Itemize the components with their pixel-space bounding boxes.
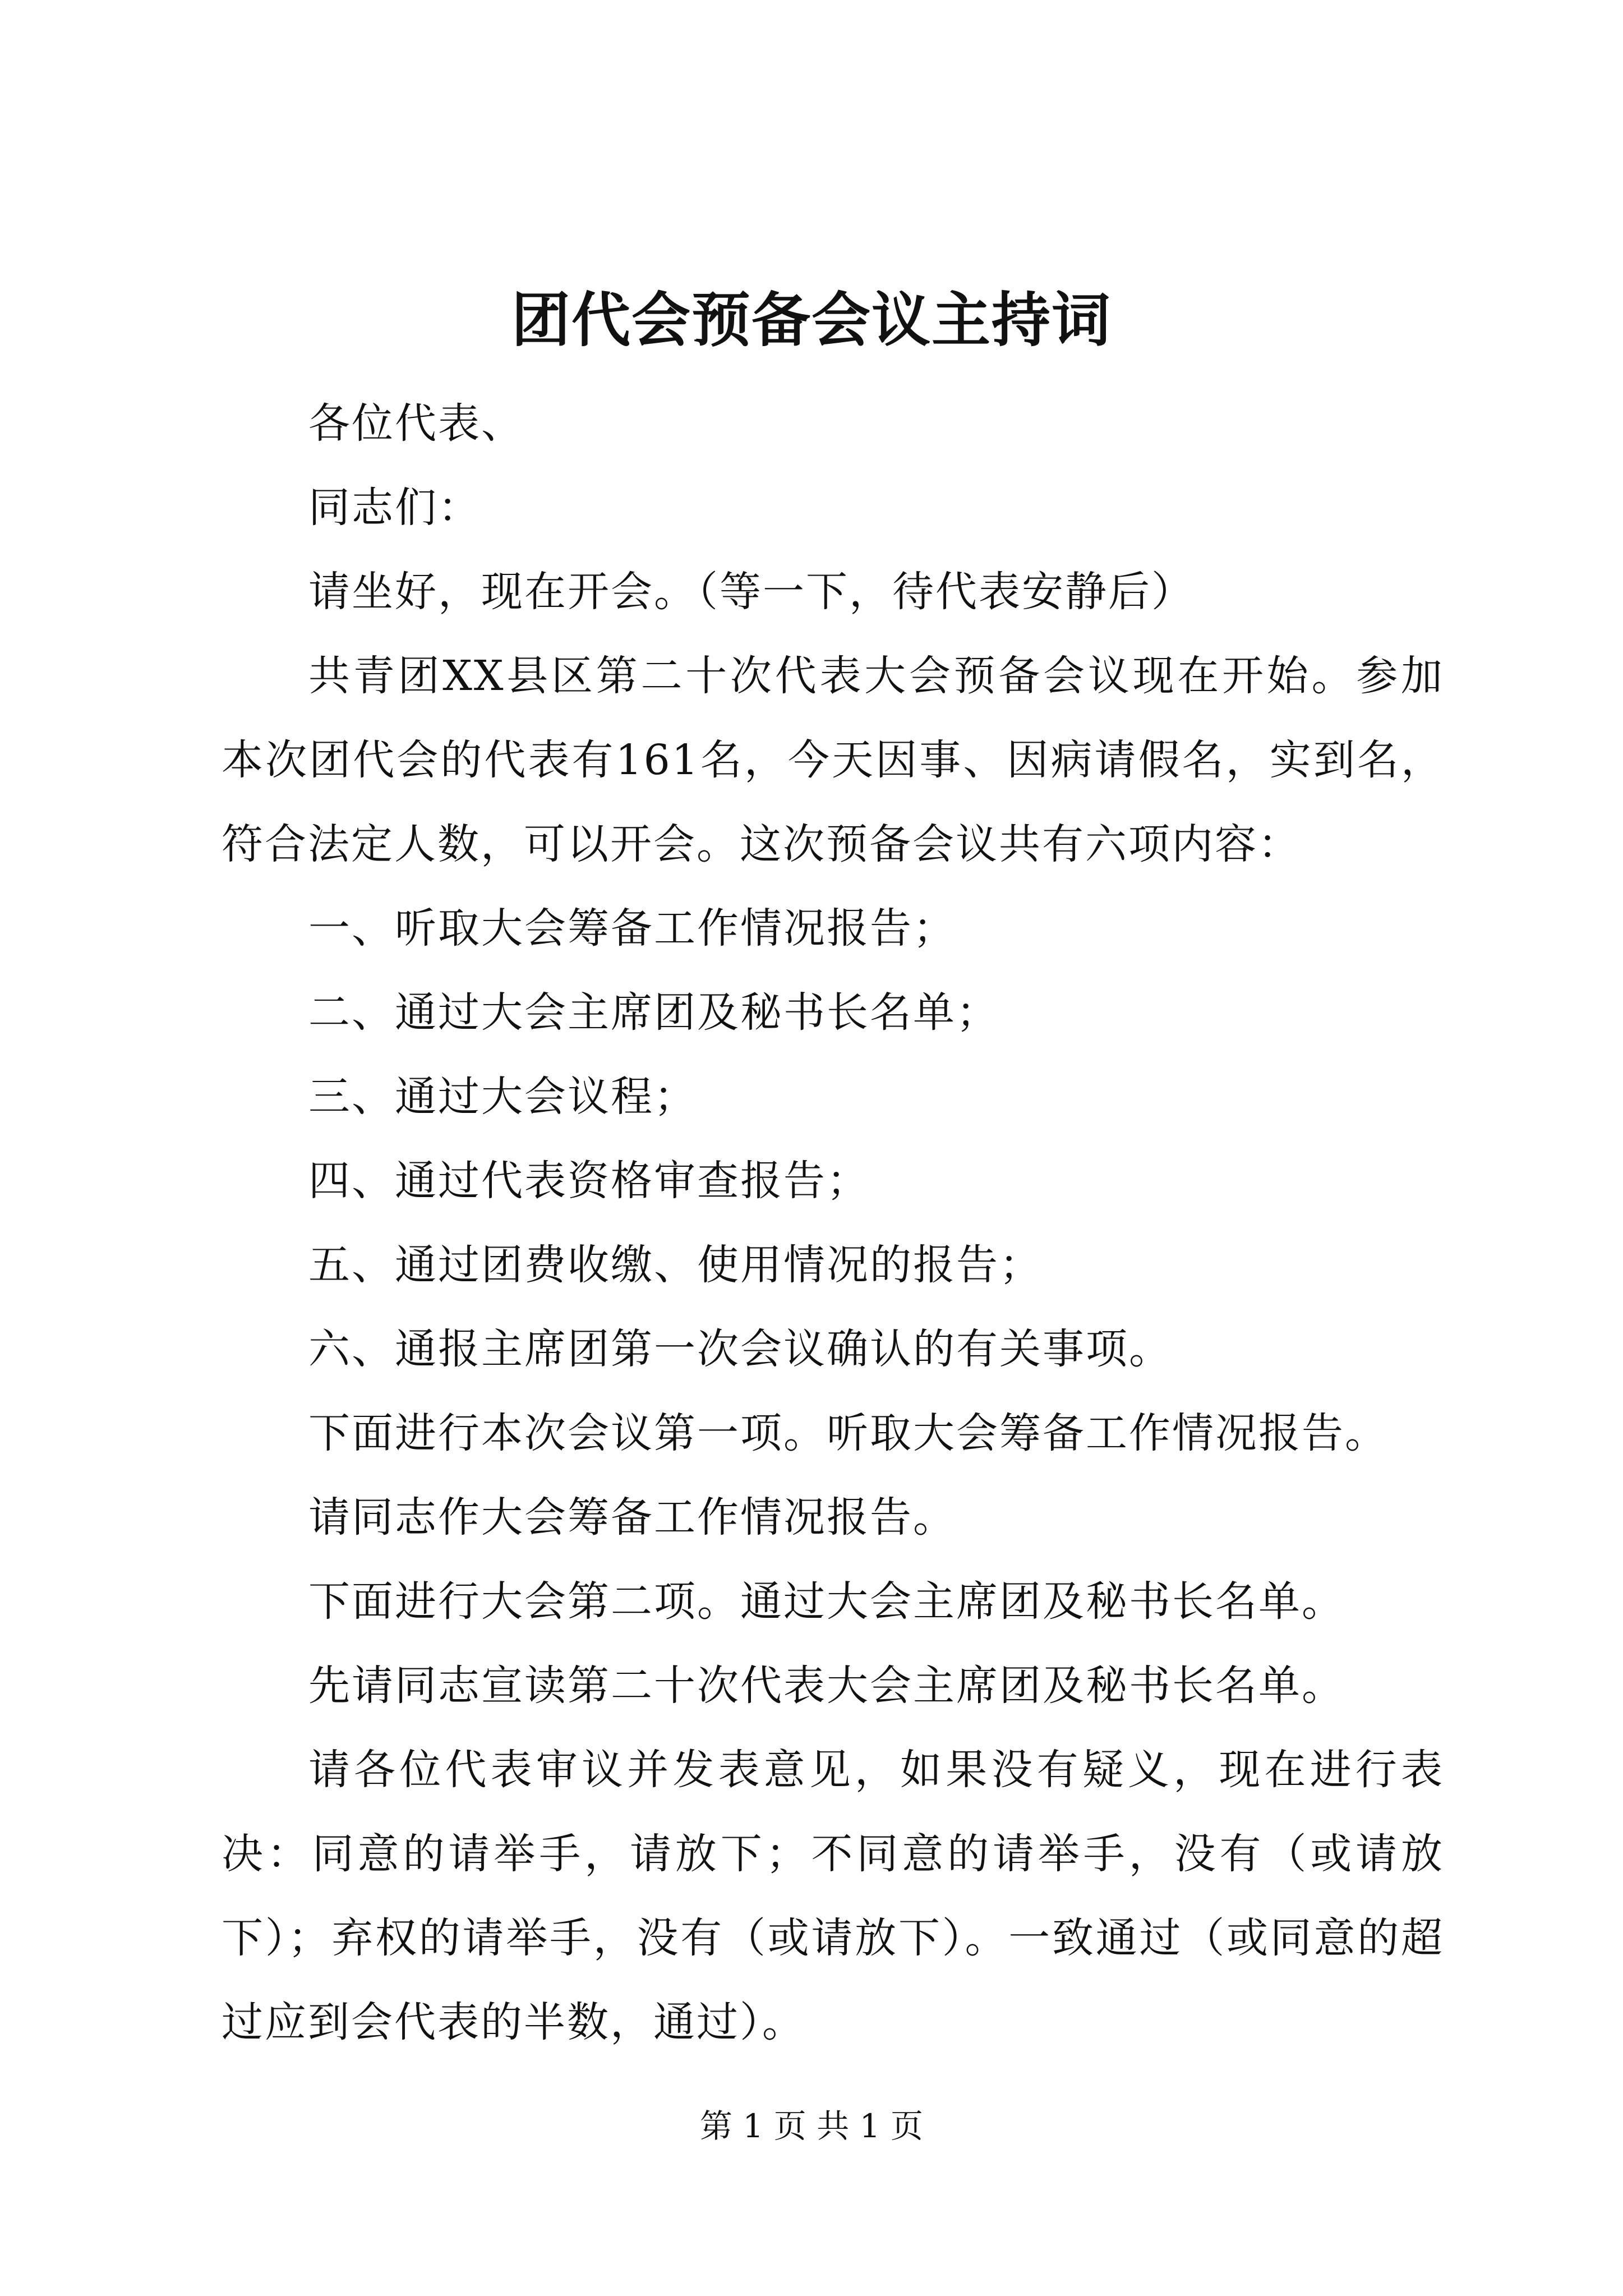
paragraph: 四、通过代表资格审查报告； bbox=[308, 1157, 870, 1205]
paragraph: 各位代表、 bbox=[308, 399, 524, 448]
paragraph: 三、通过大会议程； bbox=[308, 1073, 697, 1121]
paragraph: 五、通过团费收缴、使用情况的报告； bbox=[308, 1241, 1043, 1289]
paragraph: 一、听取大会筹备工作情况报告； bbox=[308, 904, 956, 953]
document-body bbox=[222, 381, 1444, 2064]
paragraph: 下面进行大会第二项。通过大会主席团及秘书长名单。 bbox=[308, 1577, 1345, 1626]
paragraph: 请同志作大会筹备工作情况报告。 bbox=[308, 1493, 956, 1542]
paragraph: 请各位代表审议并发表意见，如果没有疑义，现在进行表决：同意的请举手，请放下；不同意的请举手，没有（或请放下）；弃权的请举手，没有（或请放下）。一致通过（或同意的超过应到会代表的半数，通过）。 bbox=[222, 1746, 1444, 2046]
paragraph: 六、通报主席团第一次会议确认的有关事项。 bbox=[308, 1325, 1172, 1373]
paragraph: 先请同志宣读第二十次代表大会主席团及秘书长名单。 bbox=[308, 1662, 1345, 1710]
paragraph: 同志们： bbox=[308, 484, 481, 532]
page-number-footer: 第 1 页 共 1 页 bbox=[700, 2107, 923, 2145]
document-title: 团代会预备会议主持词 bbox=[511, 285, 1112, 355]
paragraph: 下面进行本次会议第一项。听取大会筹备工作情况报告。 bbox=[308, 1409, 1388, 1457]
paragraph: 共青团XX县区第二十次代表大会预备会议现在开始。参加本次团代会的代表有161名，今天因事、因病请假名，实到名，符合法定人数，可以开会。这次预备会议共有六项内容： bbox=[222, 652, 1444, 868]
paragraph: 请坐好，现在开会。（等一下，待代表安静后） bbox=[308, 568, 1195, 616]
paragraph: 二、通过大会主席团及秘书长名单； bbox=[308, 988, 999, 1037]
